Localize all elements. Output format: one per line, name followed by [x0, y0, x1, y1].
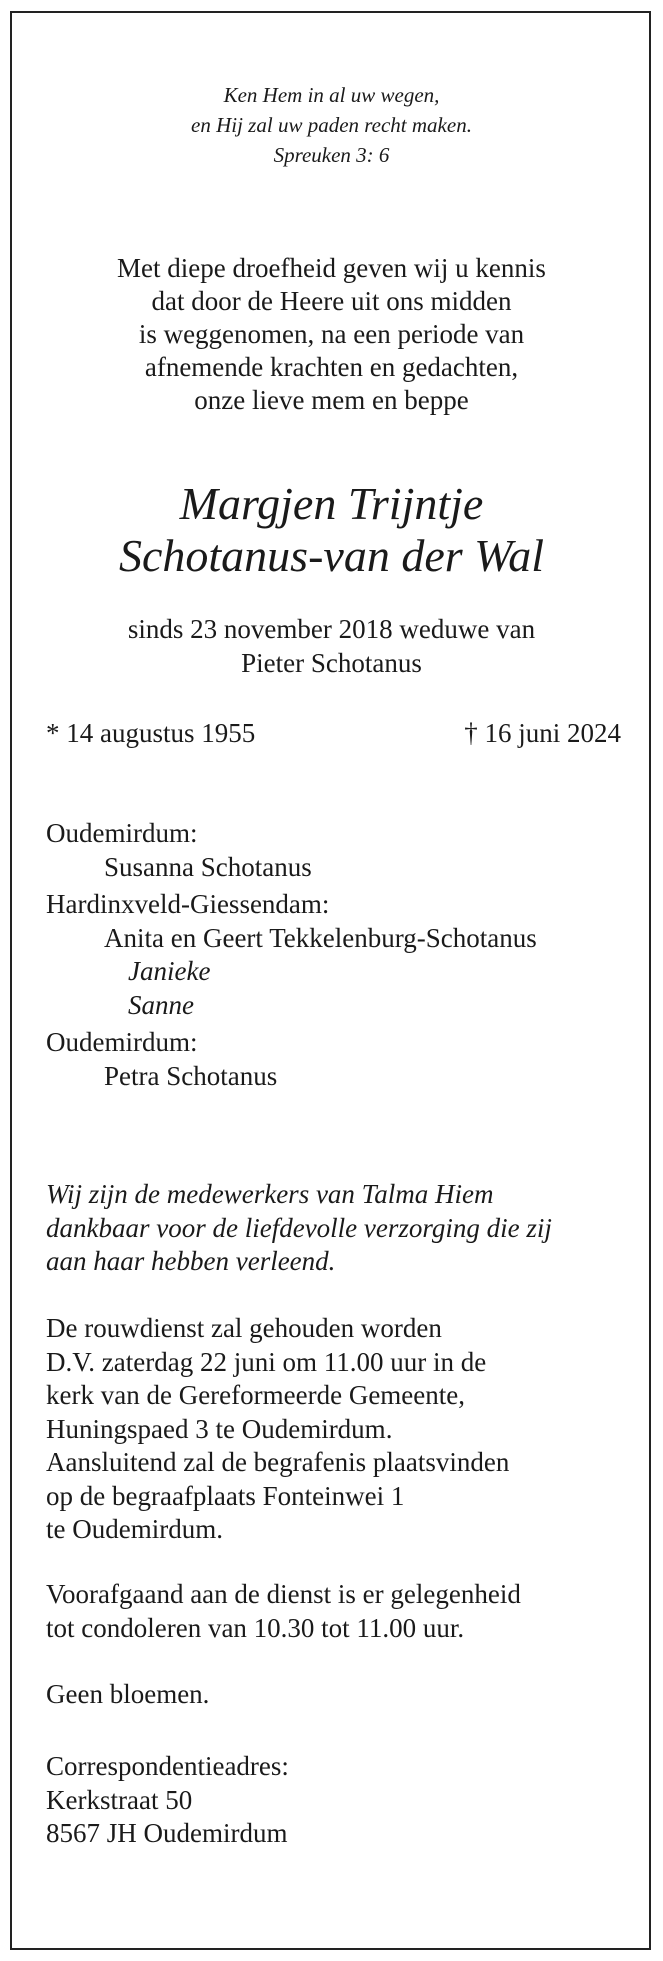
service-line: Aansluitend zal de begrafenis plaatsvinden	[46, 1447, 510, 1477]
service-line: kerk van de Gereformeerde Gemeente,	[46, 1380, 466, 1410]
service-line: te Oudemirdum.	[46, 1514, 223, 1544]
service-line: D.V. zaterdag 22 juni om 11.00 uur in de	[46, 1346, 487, 1377]
intro-line: is weggenomen, na een periode van	[138, 319, 525, 349]
service-line: De rouwdienst zal gehouden worden	[46, 1313, 442, 1343]
condolence-line: tot condoleren van 10.30 tot 11.00 uur.	[46, 1612, 465, 1643]
correspondence-address	[46, 1750, 289, 1851]
family-name: Schotanus-van der Wal	[118, 530, 545, 581]
thanks-line: dankbaar voor de liefdevolle verzorging die zij	[46, 1212, 552, 1243]
deceased-name	[0, 478, 663, 582]
widow-line: sinds 23 november 2018 weduwe van	[127, 614, 536, 644]
intro-line: Met diepe droefheid geven wij u kennis	[117, 253, 546, 283]
thanks-text	[46, 1178, 552, 1279]
bible-verse	[0, 80, 663, 170]
address-postcode: 8567 JH Oudemirdum	[46, 1818, 288, 1848]
given-names: Margjen Trijntje	[179, 478, 484, 529]
intro-line: onze lieve mem en beppe	[194, 385, 469, 415]
family-list	[46, 817, 537, 1093]
address-street: Kerkstraat 50	[46, 1784, 193, 1815]
family-place: Hardinxveld-Giessendam:	[46, 889, 330, 919]
family-member: Anita en Geert Tekkelenburg-Schotanus	[104, 922, 537, 953]
verse-reference: Spreuken 3: 6	[273, 143, 390, 167]
family-member: Susanna Schotanus	[104, 851, 312, 882]
service-line: op de begraafplaats Fonteinwei 1	[46, 1480, 405, 1511]
thanks-line: Wij zijn de medewerkers van Talma Hiem	[46, 1179, 494, 1209]
intro-text	[0, 252, 663, 417]
death-date: † 16 juni 2024	[464, 718, 621, 748]
condolence-info	[46, 1578, 521, 1645]
condolence-line: Voorafgaand aan de dienst is er gelegenheid	[46, 1579, 521, 1609]
flowers-note: Geen bloemen.	[46, 1679, 210, 1709]
birth-date: * 14 augustus 1955	[46, 718, 256, 748]
family-place: Oudemirdum:	[46, 818, 198, 848]
verse-line: en Hij zal uw paden recht maken.	[191, 113, 472, 137]
family-member: Petra Schotanus	[104, 1060, 278, 1091]
intro-line: dat door de Heere uit ons midden	[151, 286, 512, 316]
thanks-line: aan haar hebben verleend.	[46, 1246, 336, 1276]
family-place: Oudemirdum:	[46, 1027, 198, 1057]
grandchild: Sanne	[128, 989, 194, 1020]
verse-line: Ken Hem in al uw wegen,	[223, 83, 440, 107]
address-label: Correspondentieadres:	[46, 1751, 289, 1781]
service-line: Huningspaed 3 te Oudemirdum.	[46, 1413, 393, 1444]
intro-line: afnemende krachten en gedachten,	[144, 352, 519, 382]
service-info	[46, 1312, 509, 1547]
grandchild: Janieke	[128, 956, 211, 986]
widow-note	[0, 612, 663, 680]
late-husband-name: Pieter Schotanus	[241, 648, 422, 678]
